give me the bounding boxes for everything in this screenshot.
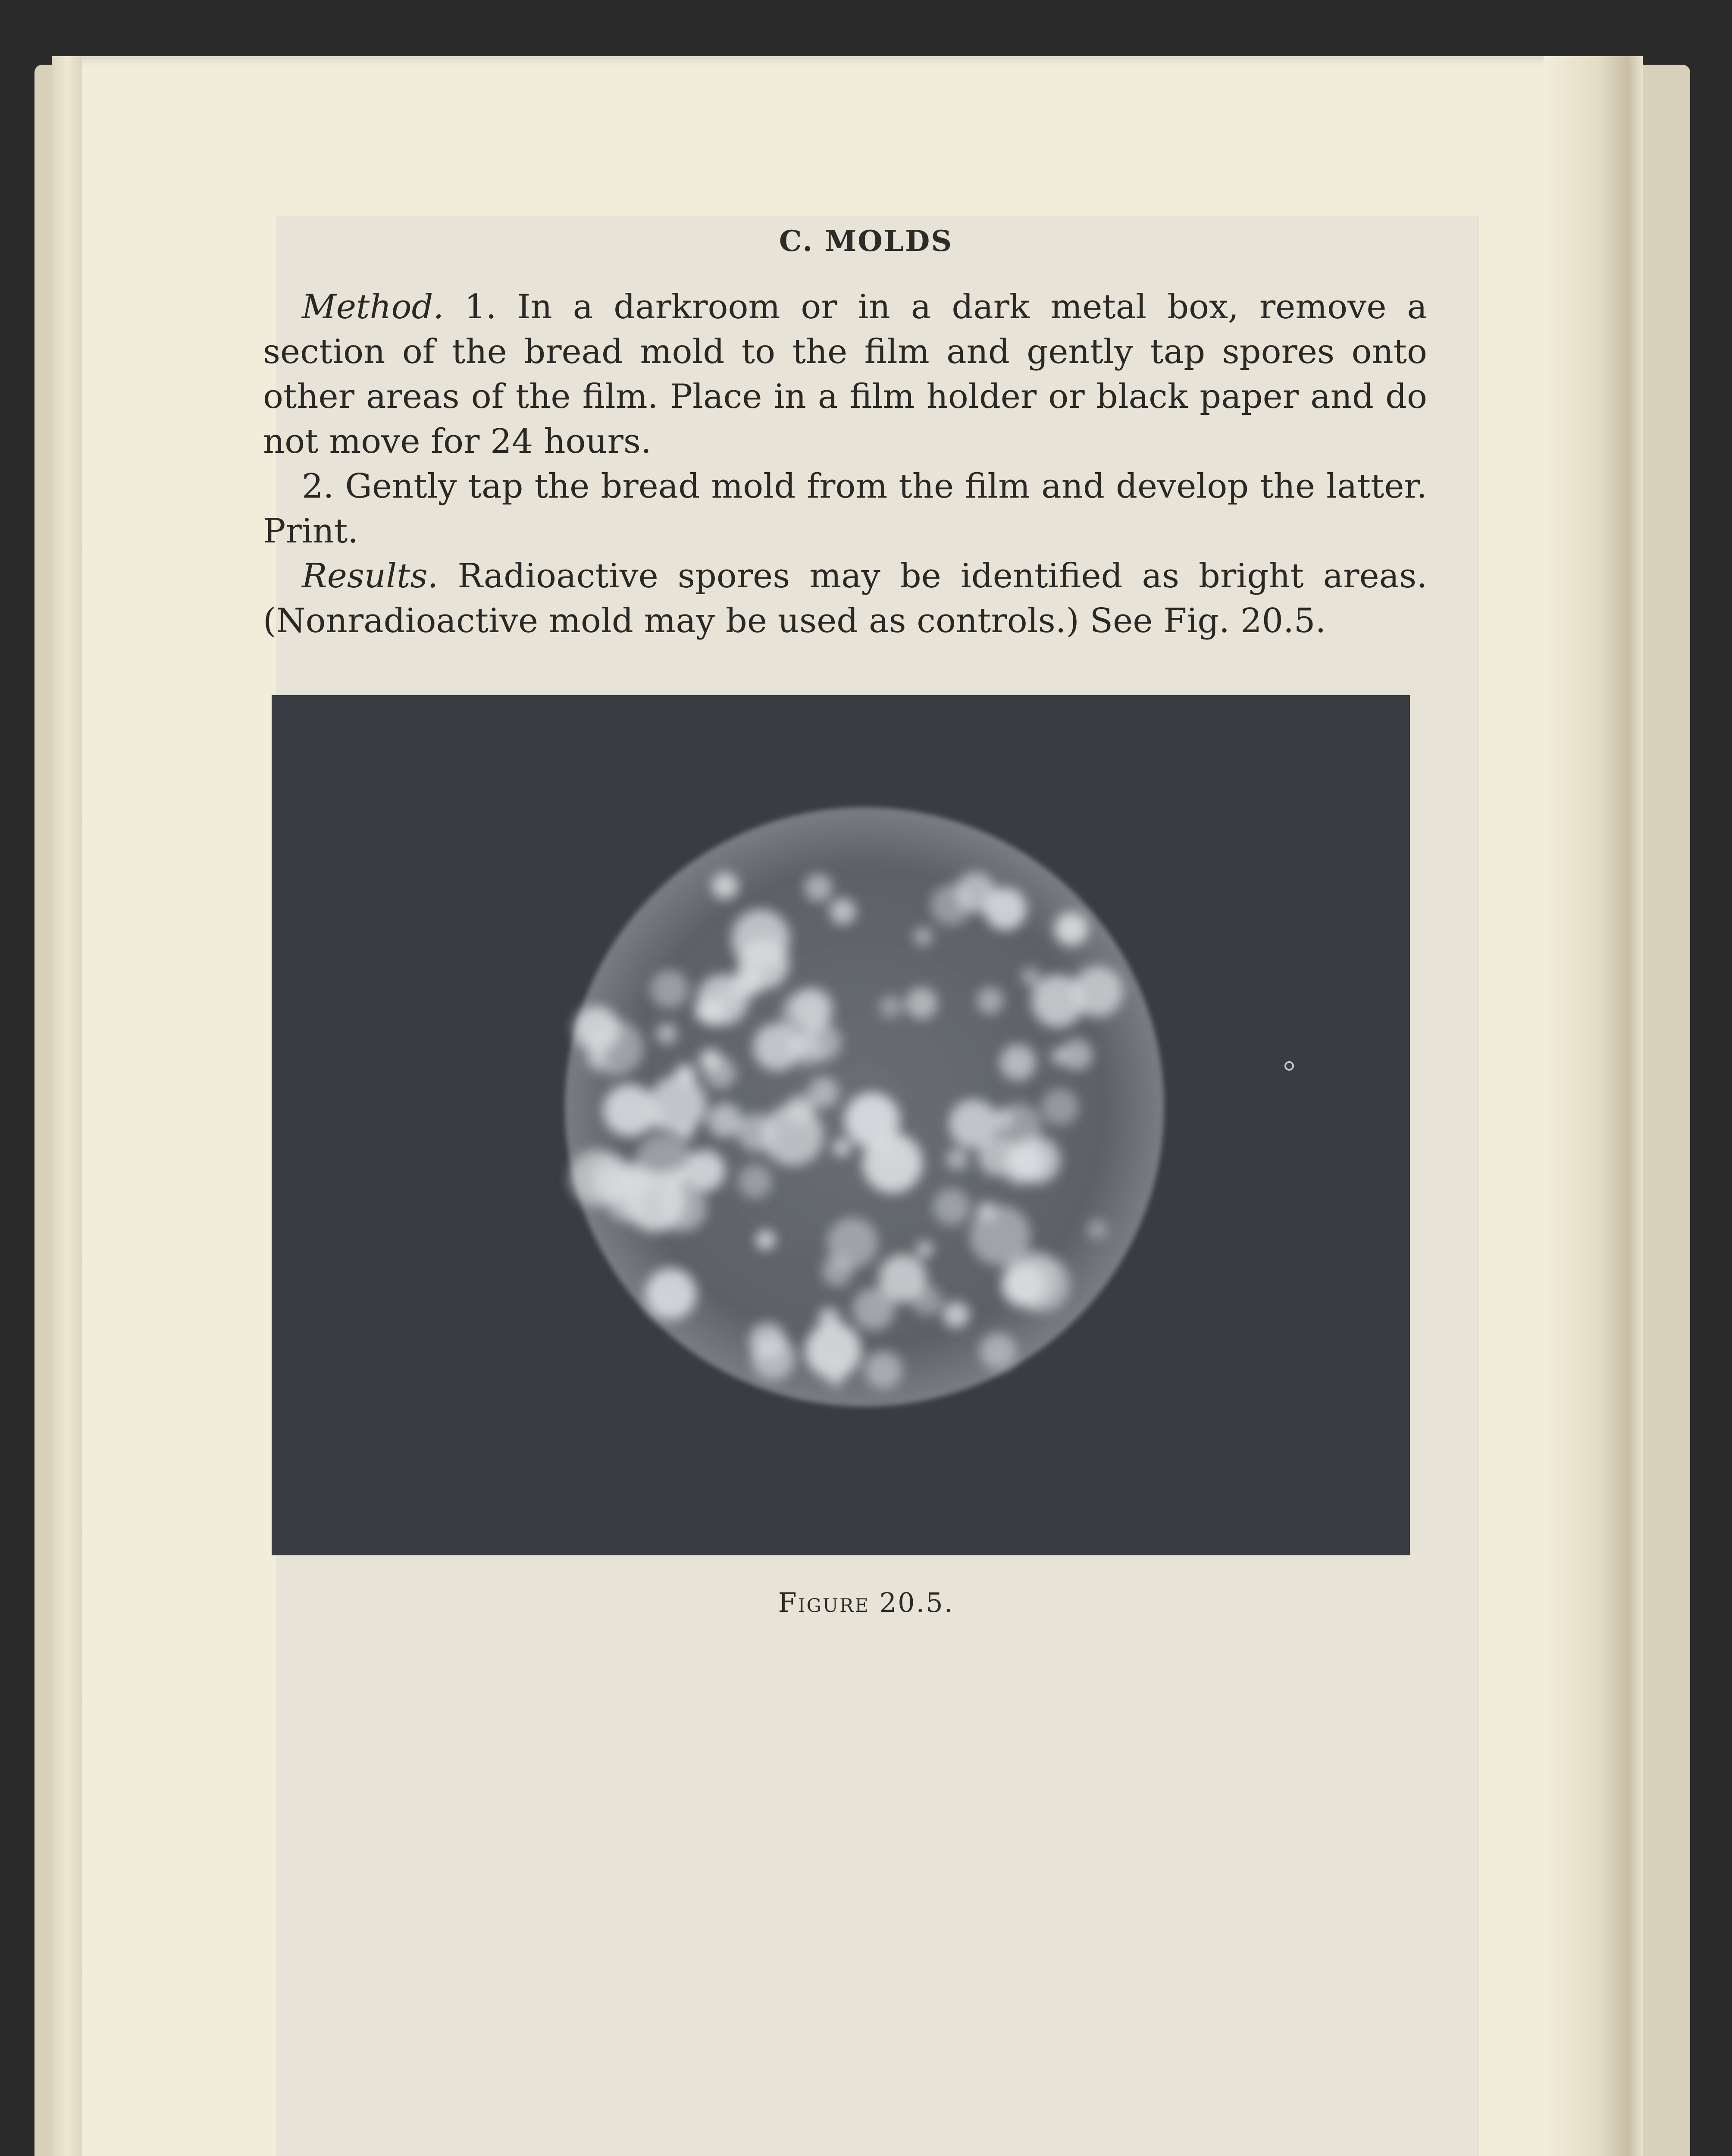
page-gutter (1544, 56, 1643, 2156)
method-label: Method. (302, 288, 444, 326)
spore-spot (753, 1023, 801, 1071)
spore-spot (649, 1075, 706, 1133)
body-text (263, 285, 1427, 643)
spore-spot (1055, 912, 1088, 946)
spore-spot (712, 873, 738, 899)
spore-spot (650, 970, 689, 1009)
spore-spot (978, 1137, 1017, 1176)
spore-spot (656, 1023, 677, 1044)
spore-spot (992, 1108, 1013, 1129)
results-paragraph (263, 554, 1427, 643)
spore-spot (733, 967, 763, 997)
spore-spot (943, 1302, 970, 1329)
spore-spot (830, 898, 856, 924)
spore-spot (804, 874, 832, 902)
spore-spot (1087, 1220, 1107, 1239)
spore-spot (1021, 967, 1040, 986)
figure-photograph (272, 695, 1410, 1555)
spore-spot (906, 987, 938, 1019)
section-heading: C. MOLDS (779, 224, 953, 258)
spore-spot (1031, 975, 1084, 1028)
autoradiograph-image (272, 695, 1410, 1555)
spore-spot (805, 1322, 861, 1378)
results-label: Results. (302, 557, 438, 595)
spore-spot (833, 1138, 851, 1157)
spore-spot (912, 1285, 943, 1316)
spore-spot (1042, 1088, 1079, 1125)
spore-spot (976, 1201, 996, 1222)
spore-spot (933, 1188, 970, 1225)
results-text: Radioactive spores may be identified as bright areas. (Nonradioactive mold may be used as controls.) See Fig. 20.5. (263, 557, 1427, 640)
spore-spot (756, 1230, 775, 1250)
spore-spot (1000, 1044, 1036, 1081)
method-paragraph (263, 285, 1427, 464)
figure-caption: Figure 20.5. (778, 1587, 954, 1618)
spore-spot (946, 1148, 968, 1170)
spore-spot (852, 1288, 895, 1331)
spore-spot (930, 884, 971, 925)
spore-spot (695, 1002, 715, 1022)
spore-spot (916, 1241, 933, 1258)
method-step-1: 1. In a darkroom or in a dark metal box, remove a section of the bread mold to the film and gently tap spores onto other areas of the film. Place in a film holder or black paper and do not move for 24 hours. (263, 288, 1427, 461)
spore-spot (625, 1171, 686, 1232)
spore-spot (913, 927, 933, 946)
spore-spot (818, 1307, 840, 1329)
spore-spot (864, 1351, 902, 1389)
spore-spot (708, 1103, 742, 1138)
spore-spot (828, 1372, 844, 1388)
spore-spot (977, 987, 1004, 1014)
spore-spot (574, 1006, 620, 1052)
spore-spot (645, 1268, 696, 1319)
spore-spot (749, 1322, 786, 1360)
spore-spot (980, 1333, 1016, 1369)
spore-spot (1061, 1039, 1093, 1071)
spore-spot (822, 1256, 852, 1286)
page-edge (52, 56, 82, 2156)
spore-spot (984, 888, 1027, 931)
spore-spot (587, 1049, 607, 1069)
spore-spot (879, 995, 902, 1018)
spore-spot (603, 1084, 656, 1137)
spore-spot (844, 1092, 900, 1148)
method-step-2: 2. Gently tap the bread mold from the film and develop the latter. Print. (263, 467, 1427, 551)
spore-spot (881, 1144, 901, 1164)
method-step-2-paragraph (263, 464, 1427, 554)
spore-spot (738, 1164, 772, 1198)
spore-spot (737, 1113, 776, 1152)
spore-spot (1002, 1263, 1045, 1307)
spore-spot (705, 1057, 736, 1089)
